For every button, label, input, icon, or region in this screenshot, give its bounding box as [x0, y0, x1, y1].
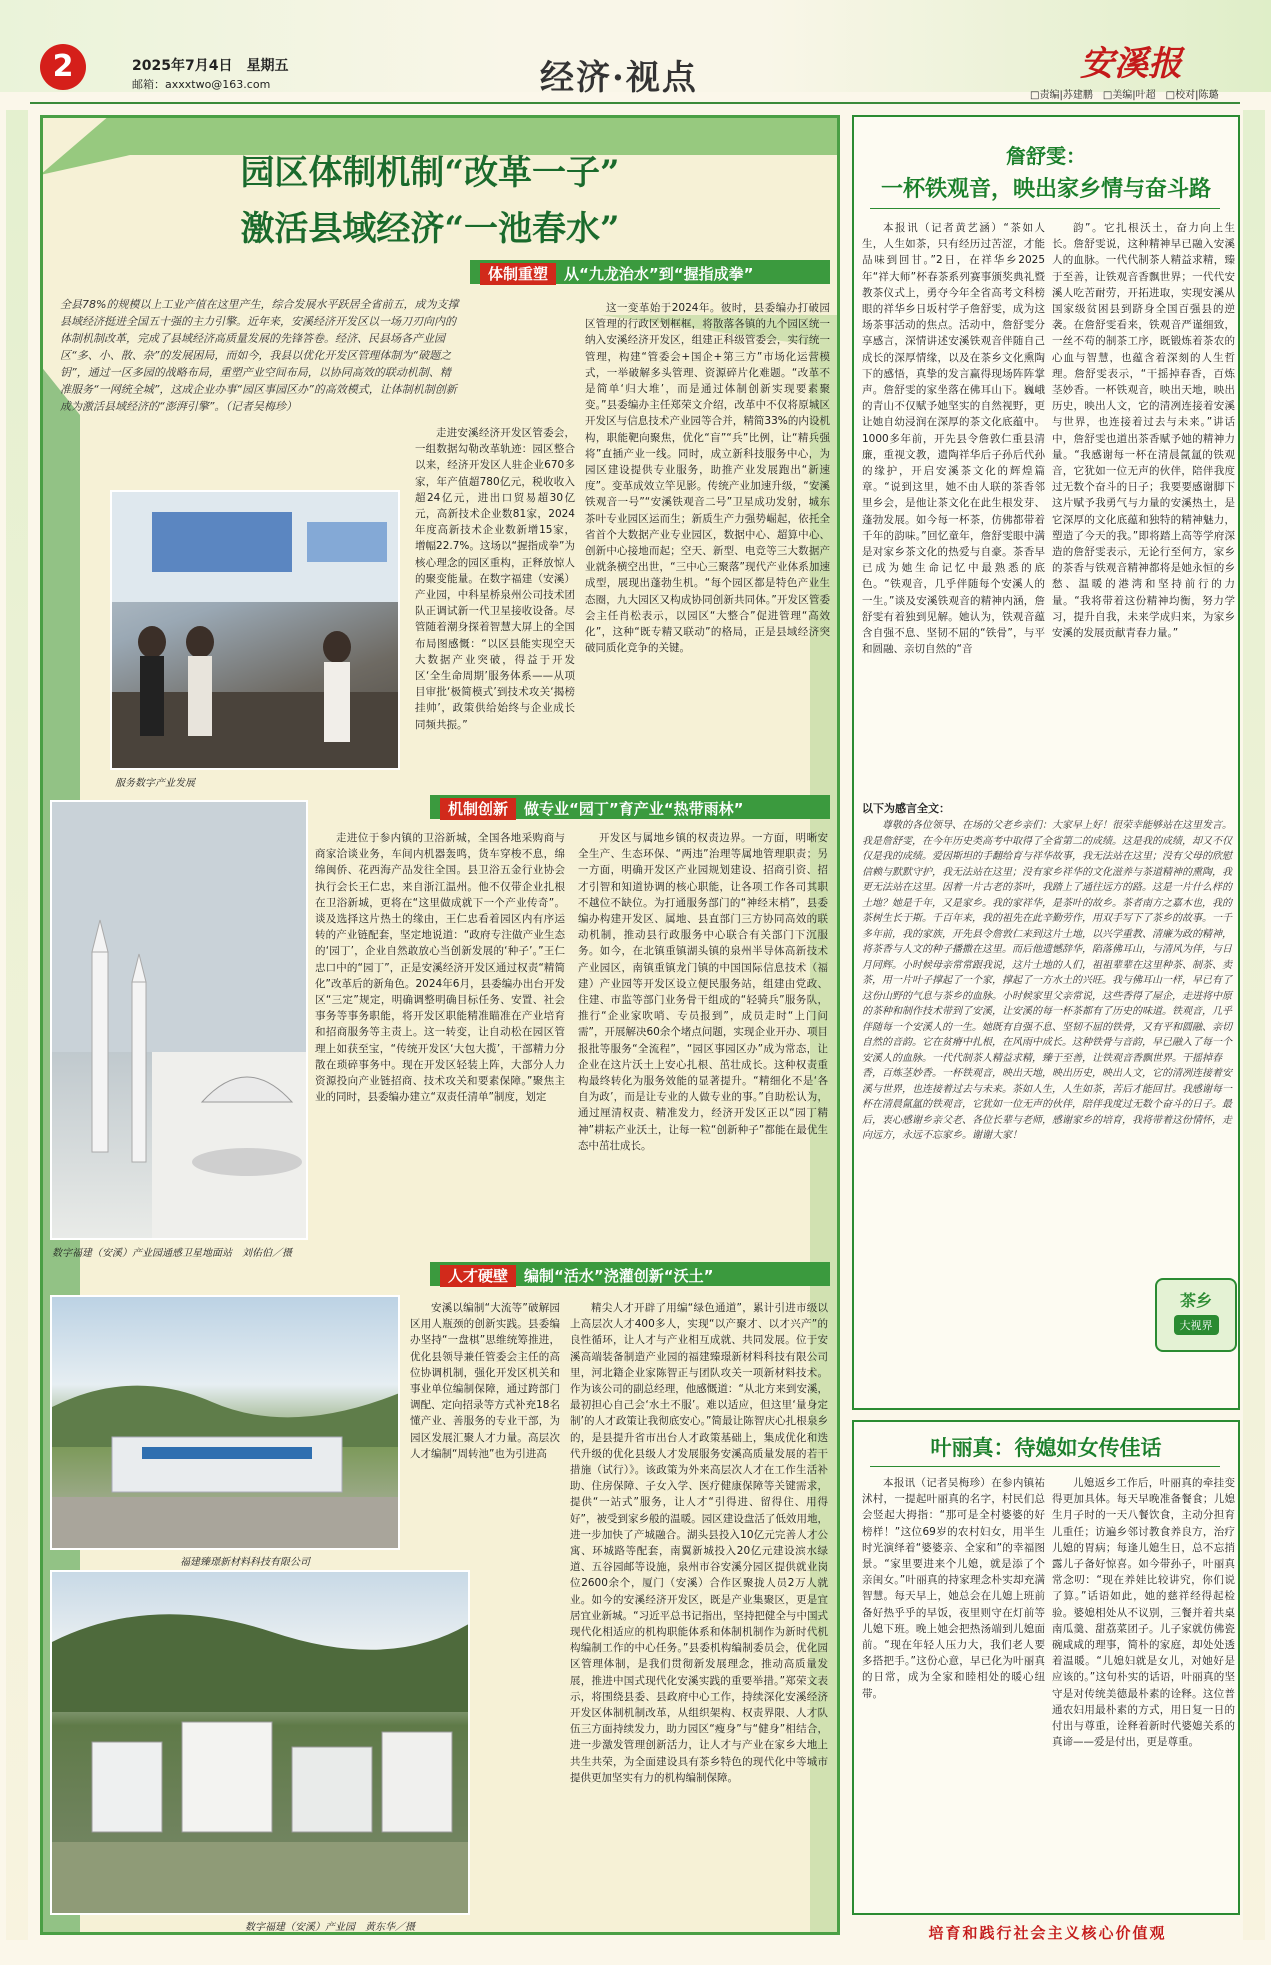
- section1-col1-text: 走进安溪经济开发区管委会，一组数据勾勒改革轨迹：园区整合以来，经济开发区人驻企业670多家，年产值超780亿元，税收收入超24亿元，进出口贸易超30亿元，高新技术企业数81家，2024年度高新技术企业数新增15家，增幅22.7%。这场以“握指成拳”为核心理念的园区重构，正释放惊人的聚变能量。在数字福建（安溪）产业园，中科星桥泉州公司技术团队正调试新一代卫星接收设备。尽管随着潮身探着智慧大屏上的全国布局图感慨：“以区县能实现空天大数据产业突破，得益于开发区‘全生命周期’服务体系——从项目审批‘极简模式’到技术攻关‘揭榜挂帅’，政策供给始终与企业成长同频共振。”: [415, 427, 575, 731]
- section3-tag: 人才硬壁: [440, 1265, 516, 1287]
- photo-digital-industry: [110, 490, 400, 770]
- right-article-2-col1: [862, 1475, 1045, 1702]
- lead-headline-line2: 激活县域经济“一池春水”: [240, 209, 620, 249]
- tea-badge-subtitle: 大视界: [1174, 1315, 1219, 1335]
- right-article-2-rule: [870, 1466, 1220, 1467]
- right-article-1-rule: [870, 208, 1220, 209]
- section2-tag: 机制创新: [440, 798, 516, 820]
- section2-col1: [315, 830, 565, 1105]
- section3-col2: [570, 1300, 828, 1786]
- right-article-2-col2-text: 儿媳返乡工作后，叶丽真的牵挂变得更加具体。每天早晚准备餐食；儿媳生月子时的一天八餐饮食，主动分担育儿重任；访遍乡邻讨教食养良方，治疗儿媳的胃病；每逢儿媳生日，总不忘捎露儿子备好惊喜。如今带孙子，叶丽真常念叨：“现在养娃比较讲究，你们说了算。”话语如此，她的慈祥经得起检验。婆媳相处从不议别，三餐并着共桌南瓜羹、甜荔菜团子。儿子家就仿佛瓷碗咸咸的理事，简朴的家庭，却处处透着温暖。“儿媳妇就是女儿，对她好是应该的。”这句朴实的话语，叶丽真的坚守是对传统美德最朴素的诠释。这位普通农妇用最朴素的方式，用日复一日的付出与尊重，诠释着新时代婆媳关系的真谛——爱是付出，更是尊重。: [1052, 1477, 1235, 1749]
- photo-satellite-station: [50, 800, 308, 1240]
- section3-col1-text: 安溪以编制“大流等”破解园区用人瓶颈的创新实践。县委编办坚持“一盘棋”思维统筹推进，优化县领导兼任管委会主任的高位协调机制，强化开发区机关和事业单位编制保障，通过跨部门调配、定向招录等方式补充18名懂产业、善服务的专业干部，为园区发展汇聚人才力量。高层次人才编制“周转池”也为引进高: [410, 1302, 560, 1460]
- letter-text: 尊敬的各位领导、在场的父老乡亲们：大家早上好！很荣幸能够站在这里发言。我是詹舒雯，在今年历史类高考中取得了全省第二的成绩。这是我的成绩，却又不仅仅是我的成绩。爱因斯坦的手翻给育与祥华故事，我无法站在这里；没有父母的欣慰信赖与默默守护，我无法站在这里；没有家乡祥华的文化滋养与茶道精神的熏陶，我更无法站在这里。因着一片古老的茶叶，我踏上了通往远方的路。这是一片什么样的土地？她是千年，又是家乡。我的家祥华，是茶叶的故乡。茶者南方之嘉木也，我的茶树生长于斯。千百年来，我的祖先在此辛勤劳作，用双手写下了茶乡的故事。一千多年前，我的家族，开先县令詹敦仁来到这片土地，以兴学重教、清廉为政的精神，将茶香与人文的种子播撒在这里。而后他遗憾辞华，陷落佛耳山，与清风为伴，与日月同辉。小时候母亲常常跟我说，这片土地的人们，祖祖辈辈在这里种茶、制茶、卖茶，用一片叶子撑起了一个家，撑起了一方水土的兴旺。我与佛耳山一样，早已有了这份山野的气息与茶乡的血脉。小时候家里父亲常说，这些香得了屋企，走进将中原的茶种和制作技术带到了安溪，让安溪的每一杯茶都有了历史的味道。铁观音，几乎伴随每一个安溪人的一生。她既有自强不息、坚韧不屈的铁骨，又有平和圆融、亲切自然的音韵。它在贫瘠中扎根，在风雨中成长。这种铁骨与音韵，早已融入了每一个安溪人的血脉。一代代制茶人精益求精，臻于至善，让铁观音香飘世界。干摇掉春香，百炼茎妙香。一杯铁观音，映出天地，映出历史，映出人文，它的清冽连接着安溪与世界，也连接着过去与未来。茶如人生，人生如茶，苦后才能回甘。我感谢每一杯在清晨氤氲的铁观音，它犹如一位无声的伙伴，陪伴我度过无数个奋斗的日子。最后，衷心感谢乡亲父老、各位长辈与老师，感谢家乡的培育，我将带着这份情怀，走向远方，永远不忘家乡。谢谢大家！: [862, 820, 1232, 1141]
- right-article-2-col2: [1052, 1475, 1235, 1750]
- page-number: 2: [40, 44, 86, 90]
- paper-logo: 安溪报: [1080, 44, 1182, 84]
- section3-title: 编制“活水”浇灌创新“沃土”: [524, 1267, 714, 1285]
- photo-new-materials-graphic: [52, 1297, 400, 1550]
- photo-industrial-park: [50, 1570, 470, 1915]
- right-article-1-col1: [862, 220, 1045, 657]
- right-margin-band: [1243, 110, 1265, 1940]
- editor-credits: □责编|苏建鹏 □美编|叶超 □校对|陈璐: [1030, 90, 1219, 101]
- tea-badge-title: 茶乡: [1179, 1291, 1212, 1310]
- section1-tag: 体制重塑: [480, 263, 556, 285]
- section2-title: 做专业“园丁”育产业“热带雨林”: [524, 800, 744, 818]
- section1-col2: [585, 300, 830, 656]
- section3-col1: [410, 1300, 560, 1462]
- contact-email: 邮箱：axxxtwo@163.com: [132, 78, 271, 91]
- right-article-1-headline1: 詹舒雯：: [1006, 144, 1086, 168]
- section1-col2-text: 这一变革始于2024年。彼时，县委编办打破园区管理的行政区划框框，将散落各镇的九个园区统一纳入安溪经济开发区，组建正科级管委会，实行统一管理，构建“管委会+国企+第三方”市场化运营模式，一举破解多头管理、资源碎片化难题。“改革不是简单‘归大堆’，而是通过体制创新实现要素聚变。”县委编办主任郑荣文介绍，改革中不仅将原城区开发区与信息技术产业园等合并，精简33%的内设机构，职能靶向聚焦，优化“盲”“兵”比例，让“精兵强将”直插产业一线。同时，成立新科技服务中心，为园区建设提供专业服务，助推产业发展跑出“新速度”。变革成效立竿见影。传统产业加速升级，“安溪铁观音一号”“安溪铁观音二号”卫星成功发射，城东茶叶专业园区运而生；新质生产力强势崛起，依托全省首个大数据产业专业园区，数据中心、超算中心、创新中心接地而起；空天、新型、电竞等三大数据产业就条横空出世，“三中心三聚落”现代产业体系加速成型，展现出蓬勃生机。“每个园区都是特色产业生态圈，九大园区又构成协同创新共同体。”开发区管委会主任肖松表示，以园区“大整合”促进管理“高效化”，这种“既专精又联动”的格局，正是县域经济突破同质化竞争的关键。: [585, 302, 830, 655]
- section-title: 经济·视点: [540, 58, 698, 98]
- issue-date: 2025年7月4日 星期五: [132, 58, 289, 74]
- photo-satellite-station-graphic: [52, 802, 308, 1240]
- caption-3: 福建臻璟新材料科技有限公司: [180, 1557, 310, 1568]
- caption-4: 数字福建（安溪）产业园 黄东华／摄: [245, 1922, 415, 1933]
- section1-heading: [480, 262, 830, 286]
- right-article-2-headline: 叶丽真：待媳如女传佳话: [930, 1436, 1162, 1460]
- section2-heading: [440, 797, 830, 821]
- caption-2: 数字福建（安溪）产业园通感卫星地面站 刘佑伯／摄: [52, 1248, 292, 1259]
- right-article-1-col1-text: 本报讯（记者黄艺涵）“茶如人生，人生如茶，只有经历过苦涩，才能品味到回甘。”2日，在祥华乡2025年“祥大师”杯春茶系列赛事颁奖典礼暨教茶仪式上，勇夺今年全省高考文科榜眼的祥华乡日坂村学子詹舒雯，成为这场茶事活动的焦点。活动中，詹舒雯分享感言，深情讲述安溪铁观音伴随自己成长的深厚情缘，以及在茶乡文化熏陶下的感悟，真挚的发言赢得现场阵阵掌声。詹舒雯的家坐落在佛耳山下。巍峨的青山不仅赋予她坚实的自然视野，更让她自幼浸润在深厚的茶文化底蕴中。1000多年前，开先县令詹敦仁重县清廉，重视文教，遗陶祥华后子孙后代孙的缘护，开启安溪茶文化的辉煌篇章。“说到这里，她不由人联的茶香邻里乡会，是他让茶文化在此生根发芽、蓬勃发展。如今每一杯茶，仿佛都带着千年的韵味。”回忆童年，詹舒雯眼中满是对家乡茶文化的热爱与自豪。茶香早已成为她生命记忆中最熟悉的底色。“铁观音，几乎伴随每个安溪人的一生。”谈及安溪铁观音的精神内涵，詹舒雯有着独到见解。她认为，铁观音蕴含自强不息、坚韧不屈的“铁骨”，与平和圆融、亲切自然的“音: [862, 222, 1045, 656]
- right-article-1-headline2: 一杯铁观音，映出家乡情与奋斗路: [880, 177, 1211, 202]
- footer-slogan: 培育和践行社会主义核心价值观: [928, 1924, 1167, 1942]
- tea-column-badge: [1155, 1278, 1237, 1352]
- photo-industrial-park-graphic: [52, 1572, 470, 1915]
- right-article-1-col2-text: 韵”。它扎根沃土，奋力向上生长。詹舒雯说，这种精神早已融入安溪人的血脉。一代代制茶人精益求精，臻于至善，让铁观音香飘世界；一代代安溪人吃苦耐劳，开拓进取，实现安溪从国家级贫困县到跻身全国百强县的逆袭。在詹舒雯看来，铁观音严谨细致，一丝不苟的制茶工序，既锻炼着茶农的心血与智慧，也蕴含着深刻的人生哲理。詹舒雯表示，“干摇掉春香，百炼茎妙香。一杯铁观音，映出天地，映出历史，映出人文，它的清冽连接着安溪与世界，也连接着过去与未来。”讲话中，詹舒雯也道出茶香赋予她的精神力量。“我感谢每一杯在清晨氤氲的铁观音，它犹如一位无声的伙伴，陪伴我度过无数个奋斗的日子；我要要感谢脚下这片赋予我勇气与力量的安溪热土，是它深厚的文化底蕴和独特的精神魅力，塑造了今天的我。”即将踏上高等学府深造的詹舒雯表示，无论行至何方，家乡的茶香与铁观音精神都将是她永恒的乡愁、温暖的港湾和坚持前行的力量。“我将带着这份精神均衡，努力学习，提升自我，未来学成归来，为家乡安溪的发展贡献青春力量。”: [1052, 222, 1235, 640]
- right-article-1-col2: [1052, 220, 1235, 641]
- right-article-2-col1-text: 本报讯（记者吴梅珍）在参内镇祐沭村，一提起叶丽真的名字，村民们总会竖起大拇指：“那可是全村婆婆的好榜样！”这位69岁的农村妇女，用半生时光演绎着“婆婆亲、全家和”的幸福图景。“家里要进来个儿媳，就是添了个亲闺女。”叶丽真的持家理念朴实却充满智慧。每天早上，她总会在儿媳上班前备好热乎乎的早饭，夜里则守在灯前等儿媳下班。晚上她会把热汤端到儿媳面前。“现在年轻人压力大，我们老人要多搭把手。”这份心意，早已化为叶丽真的日常，成为全家和睦相处的暖心纽带。: [862, 1477, 1045, 1700]
- section3-col2-text: 精尖人才开辟了用编“绿色通道”，累计引进市级以上高层次人才400多人，实现“以产聚才、以才兴产”的良性循环，让人才与产业相互成就、共同发展。位于安溪高端装备制造产业园的福建臻璟新材料科技有限公司里，河北籍企业家陈智正与团队攻关一项新材料技术。作为该公司的副总经理，他感慨道：“从北方来到安溪，最初担心自己会‘水土不服’。难以适应，但这里‘量身定制’的人才政策让我彻底安心。”简最让陈智庆心扎根泉乡的，是县提升省市出台人才政策基础上，集成优化和迭代升级的优化县级人才发展服务安溪高质量发展的若干措施（试行）》。该政策为外来高层次人才在工作生活补助、住房保障、子女入学、医疗健康保障等关键需求，提供“一站式”服务，让人才“引得进、留得住、用得好”，被受到家乡般的温暖。园区建设盘活了低效用地，进一步加快了产城融合。湖头县投入10亿元完善人才公寓、环城路等配套，南翼新城投入20亿元建设滨水绿道、五谷园邮等设施，泉州市谷安溪分园区提供就业岗位2600余个，厦门（安溪）合作区聚拢人员2万人就业。如今的安溪经济开发区，既是产业集聚区，更是宜居宜业新城。“习近平总书记指出，坚持把健全与中国式现代化相适应的机构职能体系和体制机制作为新时代机构编制工作的中心任务。”县委机构编制委员会，优化园区管理体制，是我们贯彻新发展理念，推动高质量发展，推进中国式现代化安溪实践的重要举措。”郑荣文表示，将围绕县委、县政府中心工作，持续深化安溪经济开发区体制机制改革，从组织架构、权责界限、人才队伍三方面持续发力，助力园区“瘦身”与“健身”相结合，进一步激发管理创新活力，让人才与产业在家乡大地上共生共荣，为全面建设具有茶乡特色的现代化中等城市提供更加坚实有力的机构编制保障。: [570, 1302, 828, 1784]
- left-margin-band: [6, 110, 28, 1940]
- section1-title: 从“九龙治水”到“握指成拳”: [564, 265, 754, 283]
- caption-1: 服务数字产业发展: [115, 778, 195, 789]
- section1-col1: [415, 425, 575, 733]
- photo-new-materials: [50, 1295, 400, 1550]
- section2-col1-text: 走进位于参内镇的卫浴新城，全国各地采购商与商家洽谈业务，车间内机器轰鸣，货车穿梭不息，绵绵闽侨、花西海产品发往全国。县卫浴五金行业协会执行会长王仁忠，来自浙江温州。他不仅带企业扎根在卫浴新城，更将在“这里做成就下一个产业传奇”。谈及选择这片热土的缘由，王仁忠看着园区内有序运转的产业链配套，坚定地说道：“政府专注做产业生态的‘园丁’，企业自然敢放心当创新发展的‘种子’。”王仁忠口中的“园丁”，正是安溪经济开发区通过权责“精简化”改革后的新角色。2024年6月，县委编办出台开发区“三定”规定，明确调整明确目标任务、安置、社会事务等事务职能，将开发区职能精准瞄准在产业培育和招商服务等主责上。这一转变，让自动松在园区管理上如获至宝，“传统开发区‘大包大揽’，干部精力分散在琐碎事务中。现在开发区轻装上阵，大部分人力资源投向产业链招商、技术攻关和要素保障。”聚焦主业的同时，县委编办建立“双责任清单”制度，划定: [315, 832, 565, 1104]
- lead-headline-line1: 园区体制机制“改革一子”: [240, 153, 620, 193]
- section3-heading: [440, 1264, 830, 1288]
- photo-digital-industry-graphic: [112, 492, 400, 770]
- lead-intro: 全县78%的规模以上工业产值在这里产生，综合发展水平跃居全省前五，成为支撑县域经济挺进全国五十强的主力引擎。近年来，安溪经济开发区以一场刀刃向内的体制机制改革，完成了县域经济高质量发展的先锋答卷。经济、民县场各产业园区“多、小、散、杂”的发展困局，而如今，我县以优化开发区管理体制为“破题之钥”，通过一区多园的战略布局，重塑产业空间布局，以协同高效的联动机制、精准服务“一网统全城”，这成企业办事“园区事园区办”的高效模式，让体制机制创新成为激活县域经济的“澎湃引擎”。（记者吴梅珍）: [60, 298, 459, 413]
- header-rule: [30, 102, 1240, 104]
- section2-col2: [578, 830, 828, 1154]
- lead-headline: [130, 145, 730, 257]
- section2-col2-text: 开发区与属地乡镇的权责边界。一方面，明晰安全生产、生态环保、“两违”治理等属地管理职责；另一方面，明确开发区产业园规划建设、招商引资、招才引智和知道协调的核心职能，让各项工作各司其职不越位不缺位。为打通服务部门的“神经末梢”，县委编办构建开发区、属地、县直部门三方协同高效的联动机制，推动县行政服务中心联合有关部门下沉服务。如今，在北镇重镇湖头镇的泉州半导体高新技术产业园区，南镇重镇龙门镇的中国国际信息技术（福建）产业园等开发区设立便民服务站，组建由党政、住建、市监等部门业务骨干组成的“轻骑兵”服务队，推行“企业家吹哨、专员报到”，成员走时“上门问需”，开展解决60余个堵点问题，实现企业开办、项目报批等服务“全流程”，“园区事园区办”成为常态，让企业在这片沃土上安心扎根、茁壮成长。这种权责重构最终转化为服务效能的显著提升。“精细化不是‘各自为政’，而是让专业的人做专业的事。”自助松认为，通过厘清权责、精准发力，经济开发区正以“园丁精神”耕耘产业沃土，让每一粒“创新种子”都能在最优生态中茁壮成长。: [578, 832, 828, 1152]
- letter-intro: 以下为感言全文：: [862, 802, 950, 815]
